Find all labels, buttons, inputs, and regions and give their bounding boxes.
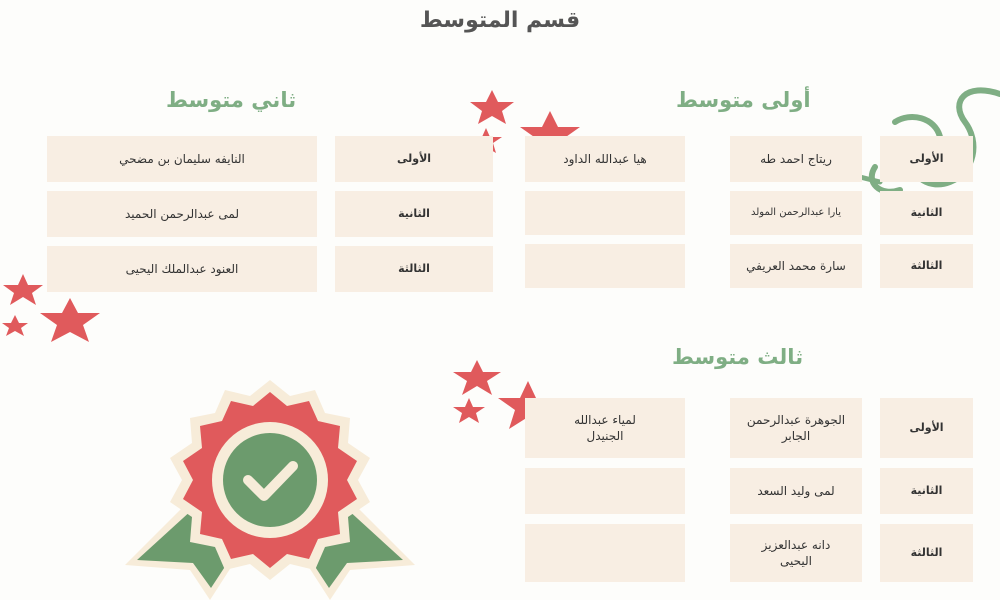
- section-second-name-1: النايفه سليمان بن مضحي: [47, 136, 317, 182]
- section-first-name-2b: [525, 191, 685, 235]
- section-third-heading: ثالث متوسط: [672, 345, 804, 369]
- section-first-name-3b: [525, 244, 685, 288]
- section-second-rank-1: الأولى: [335, 136, 493, 182]
- section-first-name-2a: يارا عبدالرحمن المولد: [730, 191, 862, 235]
- section-second-name-3: العنود عبدالملك اليحيى: [47, 246, 317, 292]
- section-first-rank-1: الأولى: [880, 136, 973, 182]
- section-first-name-3a: سارة محمد العريفي: [730, 244, 862, 288]
- section-first-heading: أولى متوسط: [676, 88, 811, 112]
- section-second-rank-3: الثالثة: [335, 246, 493, 292]
- page-title: قسم المتوسط: [419, 8, 581, 33]
- section-third-rank-1: الأولى: [880, 398, 973, 458]
- section-third-name-1a: الجوهرة عبدالرحمن الجابر: [730, 398, 862, 458]
- section-third-name-1b: لمياء عبدالله الجنيدل: [525, 398, 685, 458]
- section-third-rank-2: الثانية: [880, 468, 973, 514]
- star-icon: [449, 396, 489, 426]
- section-third-name-2a: لمى وليد السعد: [730, 468, 862, 514]
- section-second-heading: ثاني متوسط: [166, 88, 297, 112]
- section-first-name-1b: هيا عبدالله الداود: [525, 136, 685, 182]
- section-third-name-2b: [525, 468, 685, 514]
- section-third-name-3b: [525, 524, 685, 582]
- section-third-rank-3: الثالثة: [880, 524, 973, 582]
- section-third-name-3a: دانه عبدالعزيز اليحيى: [730, 524, 862, 582]
- section-first-rank-3: الثالثة: [880, 244, 973, 288]
- section-second-name-2: لمى عبدالرحمن الحميد: [47, 191, 317, 237]
- star-icon: [0, 313, 30, 339]
- award-ribbon-icon: [115, 380, 425, 600]
- section-second-rank-2: الثانية: [335, 191, 493, 237]
- star-icon: [33, 296, 107, 346]
- section-first-name-1a: ريتاج احمد طه: [730, 136, 862, 182]
- section-first-rank-2: الثانية: [880, 191, 973, 235]
